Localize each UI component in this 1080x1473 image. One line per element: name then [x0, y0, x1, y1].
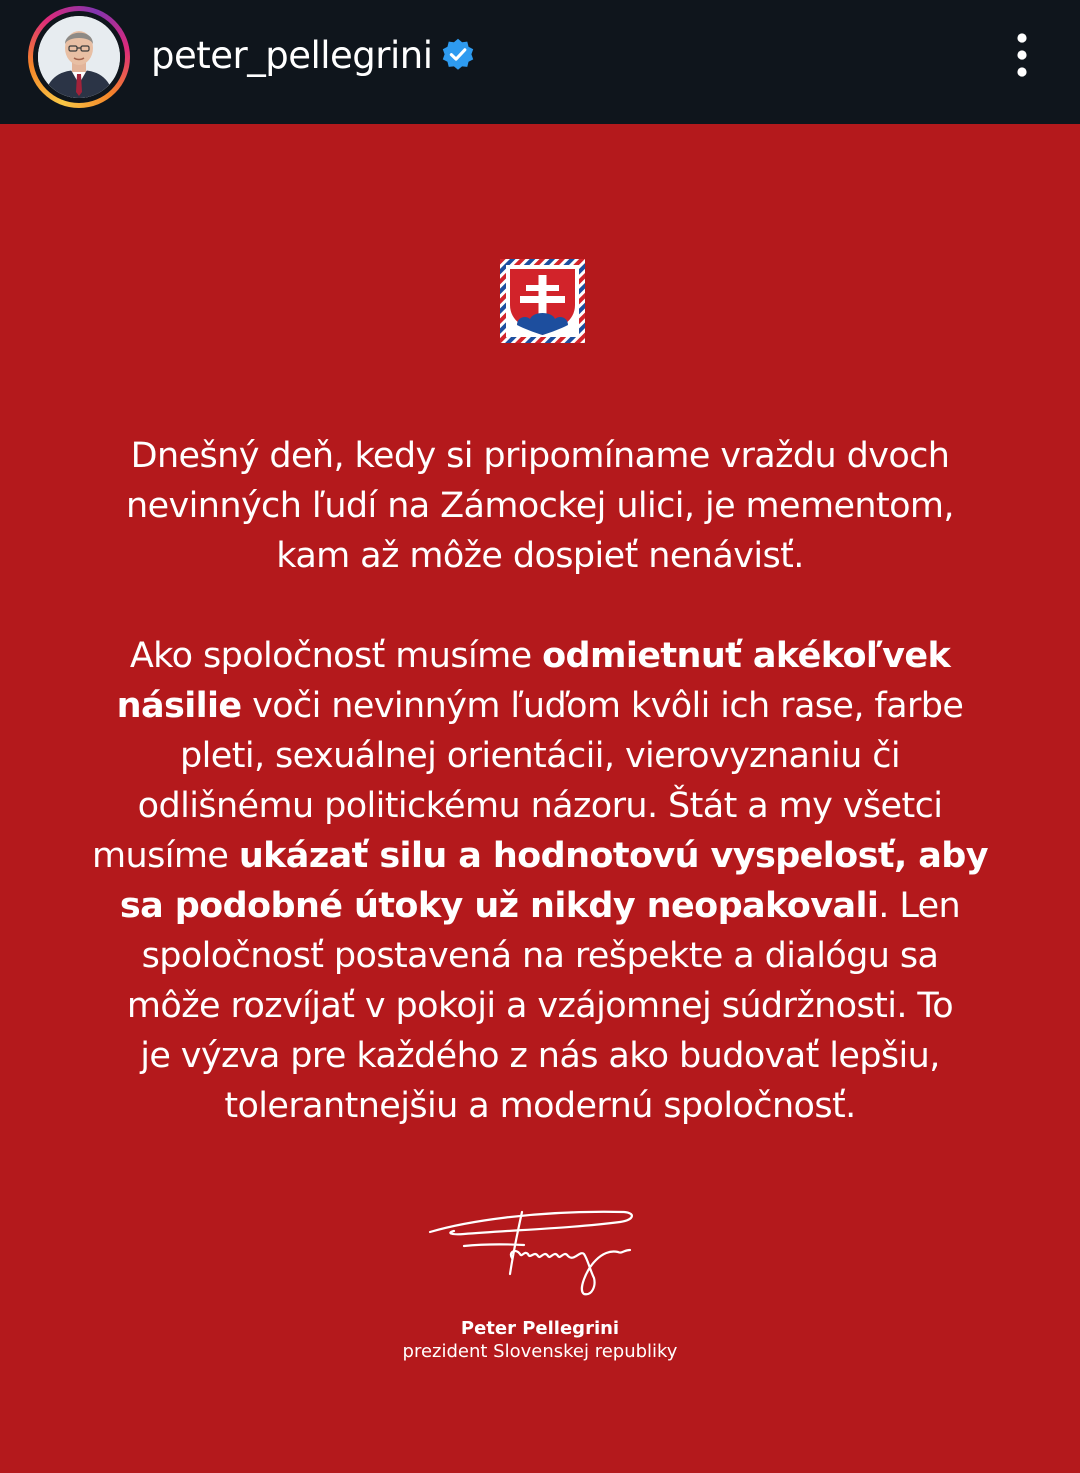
statement-text — [60, 431, 1020, 1131]
profile-username[interactable]: peter_pellegrini — [151, 34, 433, 77]
text-line: nevinných ľudí na Zámockej ulici, je mementom, — [126, 486, 954, 526]
text-line: spoločnosť postavená na rešpekte a dialógu sa — [141, 936, 939, 976]
story-avatar[interactable] — [28, 6, 130, 108]
text-line: môže rozvíjať v pokoji a vzájomnej súdržnosti. To — [126, 986, 954, 1026]
bold-text: odmietnuť akékoľvek — [542, 636, 951, 676]
text-line: musíme — [92, 836, 239, 876]
profile-header — [0, 0, 1080, 124]
avatar-portrait-icon — [38, 16, 120, 98]
text-line: pleti, sexuálnej orientácii, vierovyznaniu či — [180, 736, 900, 776]
bold-text: ukázať silu a hodnotovú vyspelosť, aby — [238, 836, 988, 876]
signature-title: prezident Slovenskej republiky — [402, 1341, 678, 1362]
signature-name: Peter Pellegrini — [460, 1318, 620, 1339]
bold-text: násilie — [116, 686, 242, 726]
text-line: odlišnému politickému názoru. Štát a my všetci — [137, 786, 943, 826]
avatar-gap — [33, 11, 125, 103]
text-line: kam až môže dospieť nenávisť. — [276, 536, 804, 576]
text-line: Dnešný deň, kedy si pripomíname vraždu dvoch — [130, 436, 950, 476]
verified-badge-icon — [440, 37, 476, 73]
more-options-icon[interactable] — [1000, 30, 1044, 82]
slovak-coat-of-arms-icon — [500, 259, 585, 343]
text-line: voči nevinným ľuďom kvôli ich rase, farbe — [241, 686, 964, 726]
text-line: Ako spoločnosť musíme — [129, 636, 543, 676]
text-line: je výzva pre každého z nás ako budovať lepšiu, — [140, 1036, 940, 1076]
handwritten-signature — [424, 1200, 636, 1302]
text-line: tolerantnejšiu a modernú spoločnosť. — [224, 1086, 856, 1126]
bold-text: sa podobné útoky už nikdy neopakovali — [119, 886, 879, 926]
avatar — [38, 16, 120, 98]
text-line: . Len — [878, 886, 961, 926]
statement-paragraph-1 — [60, 431, 1020, 581]
statement-paragraph-2 — [60, 631, 1020, 1131]
